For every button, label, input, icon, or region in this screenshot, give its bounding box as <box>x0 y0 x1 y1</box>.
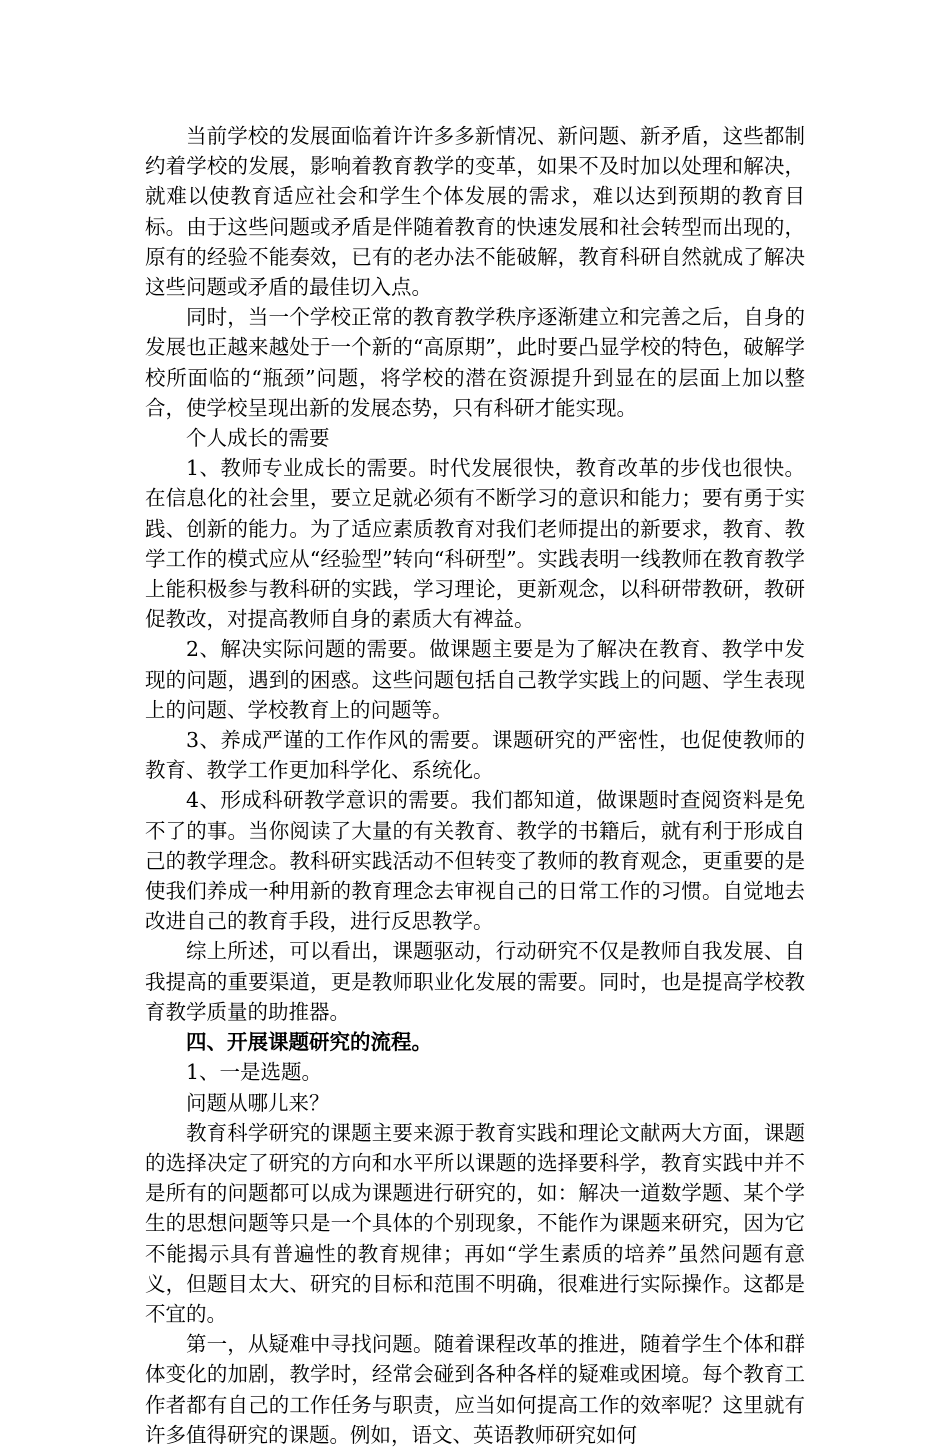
paragraph-item-2: 2、解决实际问题的需要。做课题主要是为了解决在教育、教学中发现的问题，遇到的困惑。这些问题包括自己教学实践上的问题、学生表现上的问题、学校教育上的问题等。 <box>145 637 805 722</box>
document-page <box>145 121 805 1450</box>
paragraph-1: 当前学校的发展面临着许许多多新情况、新问题、新矛盾，这些都制约着学校的发展，影响着教育教学的变革，如果不及时加以处理和解决，就难以使教育适应社会和学生个体发展的需求，难以达到预期的教育目标。由于这些问题或矛盾是伴随着教育的快速发展和社会转型而出现的，原有的经验不能奏效，已有的老办法不能破解，教育科研自然就成了解决这些问题或矛盾的最佳切入点。 <box>145 124 805 300</box>
paragraph-2: 同时，当一个学校正常的教育教学秩序逐渐建立和完善之后，自身的发展也正越来越处于一个新的“高原期”，此时要凸显学校的特色，破解学校所面临的“瓶颈”问题，将学校的潜在资源提升到显在的层面上加以整合，使学校呈现出新的发展态势，只有科研才能实现。 <box>145 305 805 420</box>
paragraph-subheading: 个人成长的需要 <box>186 426 330 451</box>
paragraph-source: 教育科学研究的课题主要来源于教育实践和理论文献两大方面，课题的选择决定了研究的方向和水平所以课题的选择要科学，教育实践中并不是所有的问题都可以成为课题进行研究的，如：解决一道数学题、某个学生的思想问题等只是一个具体的个别现象，不能作为课题来研究，因为它不能揭示具有普遍性的教育规律；再如“学生素质的培养”虽然问题有意义，但题目太大、研究的目标和范围不明确，很难进行实际操作。这都是不宜的。 <box>145 1120 805 1326</box>
paragraph-item-3: 3、养成严谨的工作作风的需要。课题研究的严密性，也促使教师的教育、教学工作更加科学化、系统化。 <box>145 728 805 783</box>
paragraph-item-1: 1、教师专业成长的需要。时代发展很快，教育改革的步伐也很快。在信息化的社会里，要立足就必须有不断学习的意识和能力；要有勇于实践、创新的能力。为了适应素质教育对我们老师提出的新要求，教育、教学工作的模式应从“经验型”转向“科研型”。实践表明一线教师在教育教学上能积极参与教科研的实践，学习理论，更新观念，以科研带教研，教研促教改，对提高教师自身的素质大有裨益。 <box>145 456 805 632</box>
paragraph-question: 问题从哪儿来？ <box>186 1090 330 1115</box>
paragraph-summary: 综上所述，可以看出，课题驱动，行动研究不仅是教师自我发展、自我提高的重要渠道，更是教师职业化发展的需要。同时，也是提高学校教育教学质量的助推器。 <box>145 939 805 1024</box>
section-heading: 四、开展课题研究的流程。 <box>186 1030 432 1055</box>
paragraph-item-4: 4、形成科研教学意识的需要。我们都知道，做课题时查阅资料是免不了的事。当你阅读了大量的有关教育、教学的书籍后，就有利于形成自己的教学理念。教科研实践活动不但转变了教师的教育观念，更重要的是使我们养成一种用新的教育理念去审视自己的日常工作的习惯。自觉地去改进自己的教育手段，进行反思教学。 <box>145 788 805 934</box>
paragraph-step-1: 1、一是选题。 <box>186 1060 323 1085</box>
paragraph-first-point: 第一，从疑难中寻找问题。随着课程改革的推进，随着学生个体和群体变化的加剧，教学时，经常会碰到各种各样的疑难或困境。每个教育工作者都有自己的工作任务与职责，应当如何提高工作的效率呢？这里就有许多值得研究的课题。例如，语文、英语教师研究如何 <box>145 1332 805 1447</box>
